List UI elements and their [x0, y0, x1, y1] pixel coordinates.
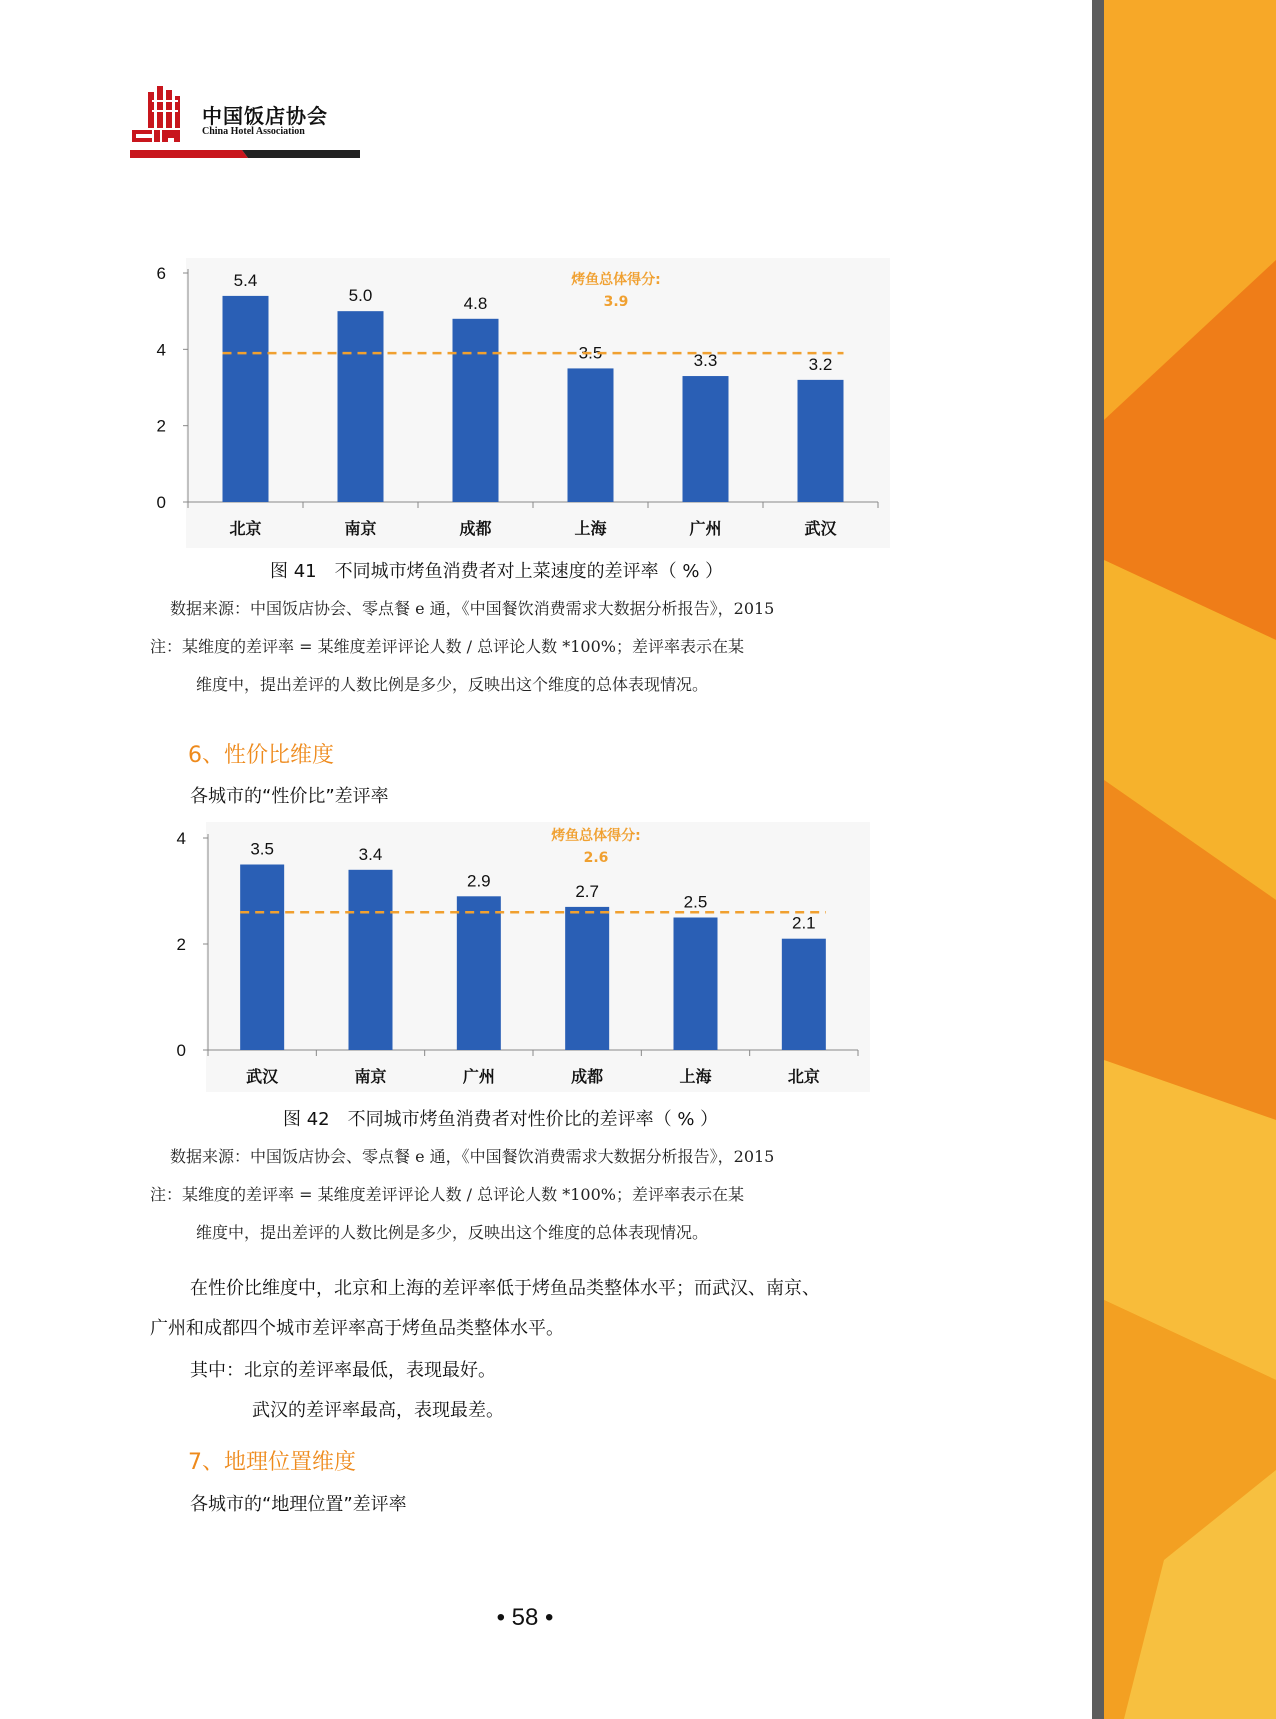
bar [683, 376, 729, 502]
section-7-subheading: 各城市的“地理位置”差评率 [190, 1494, 407, 1515]
data-label: 3.5 [578, 343, 603, 363]
section-6-heading: 6、性价比维度 [188, 743, 334, 768]
category-label: 武汉 [804, 519, 837, 538]
data-label: 5.4 [233, 270, 258, 290]
reference-label-title: 烤鱼总体得分: [551, 828, 641, 844]
data-label: 2.9 [467, 871, 491, 891]
reference-label-value: 2.6 [583, 850, 609, 866]
bar [798, 380, 844, 502]
figure-42-note-line2: 维度中，提出差评的人数比例是多少，反映出这个维度的总体表现情况。 [196, 1223, 709, 1242]
y-tick-label: 0 [176, 1041, 186, 1060]
bar [565, 907, 609, 1050]
category-label: 南京 [344, 519, 377, 538]
category-label: 南京 [354, 1067, 387, 1086]
bar [349, 870, 393, 1050]
bar [568, 368, 614, 502]
category-label: 北京 [229, 519, 262, 538]
data-label: 5.0 [348, 286, 373, 306]
y-tick-label: 4 [156, 340, 166, 360]
analysis-para2-line2: 武汉的差评率最高，表现最差。 [252, 1400, 504, 1421]
analysis-para1-line1: 在性价比维度中，北京和上海的差评率低于烤鱼品类整体水平；而武汉、南京、 [190, 1278, 820, 1299]
category-label: 成都 [459, 519, 492, 538]
category-label: 广州 [689, 519, 722, 538]
data-label: 3.2 [808, 354, 833, 374]
data-label: 3.5 [250, 839, 274, 859]
chart-svg [170, 822, 870, 1092]
reference-label-value: 3.9 [603, 294, 629, 310]
y-tick-label: 4 [176, 829, 186, 848]
category-label: 成都 [571, 1067, 604, 1086]
bar [338, 311, 384, 502]
data-label: 3.3 [693, 351, 718, 371]
data-label: 2.1 [792, 913, 816, 933]
category-label: 武汉 [246, 1067, 279, 1086]
figure-42-bar-chart [170, 822, 870, 1092]
figure-42-source: 数据来源：中国饭店协会、零点餐 e 通，《中国餐饮消费需求大数据分析报告》，2015 [170, 1147, 775, 1166]
data-label: 3.4 [358, 844, 383, 864]
analysis-para1-line2: 广州和成都四个城市差评率高于烤鱼品类整体水平。 [150, 1318, 564, 1339]
y-tick-label: 2 [176, 935, 186, 954]
bar [457, 896, 501, 1050]
category-label: 上海 [574, 519, 607, 538]
chart-svg [150, 258, 890, 548]
figure-41-source: 数据来源：中国饭店协会、零点餐 e 通，《中国餐饮消费需求大数据分析报告》，2015 [170, 599, 775, 618]
analysis-para2-line1: 其中：北京的差评率最低，表现最好。 [190, 1360, 496, 1381]
section-6-subheading: 各城市的“性价比”差评率 [190, 786, 389, 807]
figure-41-caption: 图 41 不同城市烤鱼消费者对上菜速度的差评率（ % ） [270, 561, 724, 582]
figure-41-bar-chart [150, 258, 890, 548]
data-label: 2.5 [683, 892, 708, 912]
reference-label-title: 烤鱼总体得分: [571, 272, 661, 288]
plot-background [186, 258, 890, 548]
bar [240, 865, 284, 1051]
y-tick-label: 6 [156, 264, 166, 283]
header-rule [130, 150, 360, 158]
data-label: 2.7 [575, 881, 599, 901]
y-tick-label: 2 [156, 416, 166, 436]
figure-41-note-line1: 注：某维度的差评率 = 某维度差评评论人数 / 总评论人数 *100%；差评率表示在某 [150, 637, 744, 656]
bar [453, 319, 499, 502]
bar [674, 918, 718, 1051]
category-label: 北京 [787, 1067, 820, 1086]
category-label: 上海 [679, 1067, 712, 1086]
figure-41-note-line2: 维度中，提出差评的人数比例是多少，反映出这个维度的总体表现情况。 [196, 675, 709, 694]
side-orange-decoration [1104, 0, 1276, 1719]
y-tick-label: 0 [156, 493, 166, 512]
page-number: • 58 • [496, 1604, 554, 1631]
org-name-en: China Hotel Association [202, 126, 305, 137]
figure-42-note-line1: 注：某维度的差评率 = 某维度差评评论人数 / 总评论人数 *100%；差评率表示在某 [150, 1185, 744, 1204]
orange-pattern [1104, 0, 1276, 1719]
bar [782, 939, 826, 1050]
org-name-cn: 中国饭店协会 [202, 104, 328, 128]
data-label: 4.8 [463, 293, 488, 313]
side-gray-band [1092, 0, 1104, 1719]
plot-background [206, 822, 870, 1092]
section-7-heading: 7、地理位置维度 [188, 1450, 356, 1475]
cha-logo-icon [130, 86, 200, 142]
category-label: 广州 [462, 1067, 495, 1086]
figure-42-caption: 图 42 不同城市烤鱼消费者对性价比的差评率（ % ） [283, 1109, 719, 1130]
bar [223, 296, 269, 502]
